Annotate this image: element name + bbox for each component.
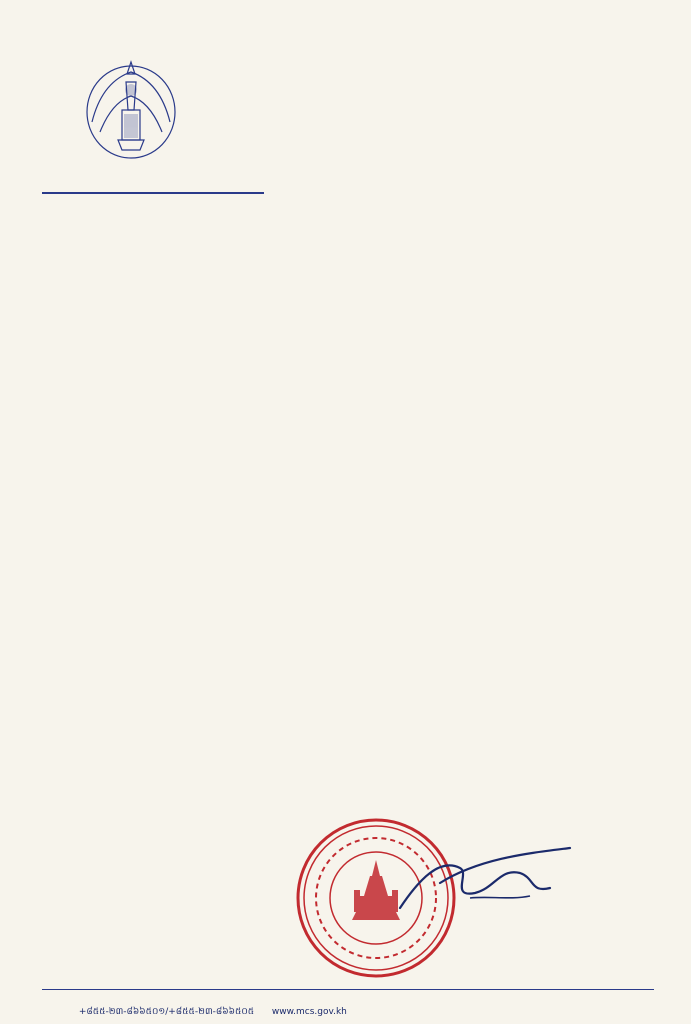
footer-contact (70, 1006, 650, 1020)
footer-address (70, 992, 630, 1006)
addressee-line (160, 278, 550, 296)
kingdom-title (248, 40, 488, 62)
footer-divider (42, 989, 654, 990)
lunar-date (250, 788, 650, 806)
document-title (270, 195, 460, 215)
kingdom-motto (262, 64, 482, 84)
body-paragraph (40, 344, 640, 404)
signer-name (520, 930, 600, 948)
phone-numbers: +៨៥៥-២៣-៨៦៦៥០១/+៨៥៥-២៣-៨៦៦៥០៥ (78, 1007, 255, 1017)
body-paragraph (40, 584, 640, 694)
subject-line (40, 314, 590, 334)
body-paragraph (40, 412, 640, 574)
ministry-underline (42, 192, 264, 194)
addressee-line (260, 234, 480, 252)
ministry-name (42, 168, 262, 190)
handwritten-signature-icon (380, 838, 580, 928)
body-paragraph (40, 702, 640, 742)
addressee-line (120, 256, 590, 274)
closing-line (70, 752, 370, 770)
website-link[interactable]: www.mcs.gov.kh (271, 1007, 347, 1017)
royal-emblem-icon (82, 52, 180, 164)
